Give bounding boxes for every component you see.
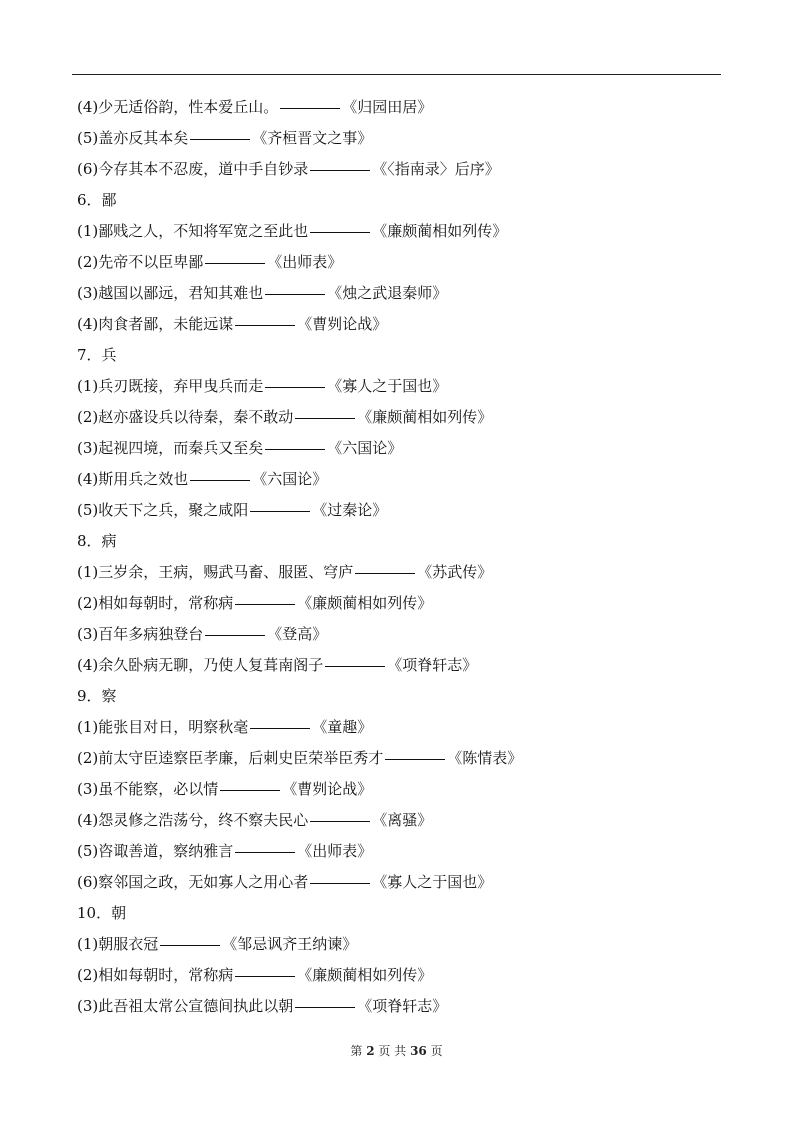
item-source: 《廉颇蔺相如列传》 [297,594,433,612]
answer-blank[interactable] [265,386,325,388]
item-source: 《邹忌讽齐王纳谏》 [222,935,358,953]
answer-blank[interactable] [190,479,250,481]
exercise-item [77,464,757,495]
exercise-item [77,557,757,588]
footer-page-number: 2 [366,1044,375,1058]
exercise-item [77,619,757,650]
exercise-item [77,743,757,774]
exercise-item [77,991,757,1022]
answer-blank[interactable] [385,758,445,760]
answer-blank[interactable] [205,634,265,636]
exercise-item [77,92,757,123]
item-source: 《登高》 [267,625,328,643]
item-source: 《廉颇蔺相如列传》 [297,966,433,984]
exercise-item [77,371,757,402]
item-sentence: 相如每朝时，常称病 [98,966,234,984]
item-source: 《寡人之于国也》 [372,873,493,891]
header-rule [72,74,721,75]
section-heading [77,681,757,712]
item-number: (5) [77,842,99,860]
answer-blank[interactable] [310,820,370,822]
item-sentence: 赵亦盛设兵以待秦，秦不敢动 [98,408,294,426]
item-sentence: 百年多病独登台 [98,625,204,643]
item-sentence: 相如每朝时，常称病 [98,594,234,612]
item-source: 《离骚》 [372,811,433,829]
answer-blank[interactable] [265,448,325,450]
footer-middle: 页 共 [378,1044,407,1058]
item-number: (6) [77,873,99,891]
exercise-item [77,650,757,681]
item-number: (4) [77,98,99,116]
item-number: (3) [77,625,99,643]
exercise-item [77,805,757,836]
answer-blank[interactable] [310,231,370,233]
item-number: (6) [77,160,99,178]
answer-blank[interactable] [160,944,220,946]
item-sentence: 余久卧病无聊，乃使人复葺南阁子 [98,656,324,674]
exercise-item [77,216,757,247]
page-footer [0,1042,793,1059]
answer-blank[interactable] [220,789,280,791]
item-sentence: 怨灵修之浩荡兮，终不察夫民心 [98,811,309,829]
section-heading-text: 8．病 [77,532,117,550]
item-number: (2) [77,594,99,612]
footer-suffix: 页 [430,1044,443,1058]
item-sentence: 咨诹善道，察纳雅言 [98,842,234,860]
item-sentence: 收天下之兵，聚之咸阳 [98,501,249,519]
item-source: 《项脊轩志》 [357,997,448,1015]
item-source: 《廉颇蔺相如列传》 [357,408,493,426]
exercise-item [77,774,757,805]
exercise-item [77,929,757,960]
item-sentence: 能张目对日，明察秋毫 [98,718,249,736]
answer-blank[interactable] [295,1006,355,1008]
answer-blank[interactable] [235,603,295,605]
item-number: (4) [77,656,99,674]
exercise-item [77,154,757,185]
section-heading-text: 9．察 [77,687,117,705]
item-source: 《童趣》 [312,718,373,736]
item-source: 《归园田居》 [342,98,433,116]
item-sentence: 起视四境，而秦兵又至矣 [98,439,264,457]
answer-blank[interactable] [310,169,370,171]
item-source: 《出师表》 [297,842,373,860]
item-sentence: 越国以鄙远，君知其难也 [98,284,264,302]
item-number: (1) [77,563,99,581]
exercise-item [77,867,757,898]
item-number: (1) [77,222,99,240]
answer-blank[interactable] [310,882,370,884]
answer-blank[interactable] [205,262,265,264]
exercise-item [77,495,757,526]
item-sentence: 鄙贱之人，不知将军宽之至此也 [98,222,309,240]
item-sentence: 察邻国之政，无如寡人之用心者 [98,873,309,891]
section-heading [77,898,757,929]
exercise-item [77,402,757,433]
item-number: (3) [77,780,99,798]
answer-blank[interactable] [265,293,325,295]
item-number: (4) [77,315,99,333]
item-sentence: 三岁余，王病，赐武马畜、服匿、穹庐 [98,563,354,581]
section-heading-text: 6．鄙 [77,191,117,209]
item-number: (5) [77,129,99,147]
exercise-item [77,247,757,278]
exercise-item [77,433,757,464]
item-sentence: 兵刃既接，弃甲曳兵而走 [98,377,264,395]
answer-blank[interactable] [355,572,415,574]
item-sentence: 虽不能察，必以情 [98,780,219,798]
section-heading [77,185,757,216]
item-source: 《曹刿论战》 [297,315,388,333]
item-number: (3) [77,439,99,457]
exercise-item [77,960,757,991]
answer-blank[interactable] [235,324,295,326]
section-heading [77,526,757,557]
exercise-item [77,309,757,340]
item-sentence: 盖亦反其本矣 [98,129,189,147]
section-heading-text: 10．朝 [77,904,127,922]
answer-blank[interactable] [250,727,310,729]
item-number: (1) [77,935,99,953]
item-source: 《齐桓晋文之事》 [252,129,373,147]
exercise-list [77,92,757,1022]
item-number: (4) [77,811,99,829]
answer-blank[interactable] [280,107,340,109]
item-number: (1) [77,718,99,736]
exercise-item [77,588,757,619]
answer-blank[interactable] [295,417,355,419]
item-source: 《廉颇蔺相如列传》 [372,222,508,240]
exercise-item [77,836,757,867]
item-source: 《六国论》 [327,439,403,457]
item-sentence: 少无适俗韵，性本爱丘山。 [98,98,279,116]
section-heading [77,340,757,371]
footer-total-pages: 36 [410,1044,427,1058]
item-source: 《出师表》 [267,253,343,271]
item-sentence: 斯用兵之效也 [98,470,189,488]
item-number: (2) [77,408,99,426]
answer-blank[interactable] [325,665,385,667]
item-sentence: 前太守臣逵察臣孝廉，后刺史臣荣举臣秀才 [98,749,384,767]
answer-blank[interactable] [235,851,295,853]
exercise-item [77,123,757,154]
exercise-item [77,278,757,309]
footer-prefix: 第 [350,1044,363,1058]
item-source: 《六国论》 [252,470,328,488]
answer-blank[interactable] [190,138,250,140]
item-source: 《〈指南录〉后序》 [372,160,500,178]
answer-blank[interactable] [250,510,310,512]
item-number: (3) [77,284,99,302]
item-number: (4) [77,470,99,488]
item-sentence: 肉食者鄙，未能远谋 [98,315,234,333]
item-sentence: 今存其本不忍废，道中手自钞录 [98,160,309,178]
item-number: (5) [77,501,99,519]
item-number: (3) [77,997,99,1015]
item-number: (1) [77,377,99,395]
answer-blank[interactable] [235,975,295,977]
item-number: (2) [77,253,99,271]
item-source: 《陈情表》 [447,749,523,767]
exercise-item [77,712,757,743]
item-number: (2) [77,966,99,984]
item-source: 《项脊轩志》 [387,656,478,674]
section-heading-text: 7．兵 [77,346,117,364]
item-sentence: 朝服衣冠 [98,935,159,953]
item-number: (2) [77,749,99,767]
item-sentence: 先帝不以臣卑鄙 [98,253,204,271]
item-source: 《过秦论》 [312,501,388,519]
item-source: 《曹刿论战》 [282,780,373,798]
item-source: 《苏武传》 [417,563,493,581]
item-source: 《烛之武退秦师》 [327,284,448,302]
item-sentence: 此吾祖太常公宣德间执此以朝 [98,997,294,1015]
item-source: 《寡人之于国也》 [327,377,448,395]
